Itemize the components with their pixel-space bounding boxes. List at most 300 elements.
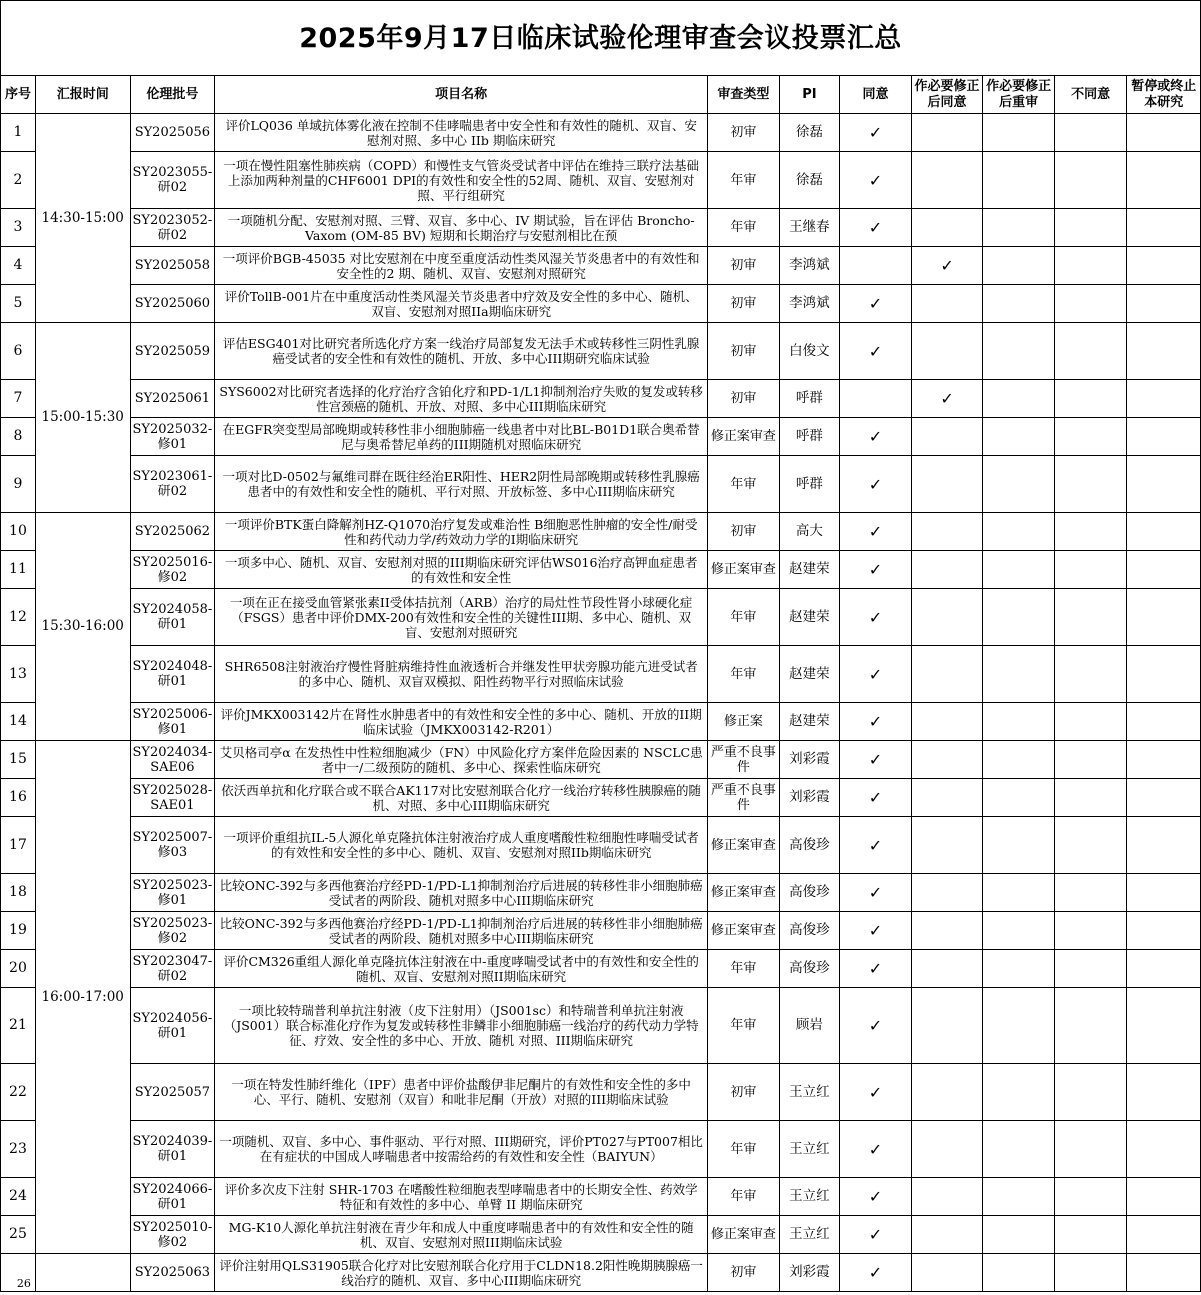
principal-investigator: 王立红: [779, 1064, 840, 1121]
check-mark-icon: ✓: [868, 750, 883, 769]
project-name: 一项在慢性阻塞性肺疾病（COPD）和慢性支气管炎受试者中评估在维持三联疗法基础上添加两种剂量的CHF6001 DPI的有效性和安全性的52周、随机、双盲、安慰剂对照、平行组研究: [215, 152, 708, 209]
vote-suspend: [1127, 456, 1201, 513]
vote-disagree: [1054, 1178, 1127, 1216]
vote-modify-agree: [911, 703, 983, 741]
vote-agree: [840, 380, 912, 418]
review-type: 初审: [708, 323, 780, 380]
ethics-batch-number: SY2025062: [130, 513, 215, 551]
project-name: 一项随机分配、安慰剂对照、三臂、双盲、多中心、IV 期试验，旨在评估 Broncho-Vaxom (OM-85 BV) 短期和长期治疗与安慰剂相比在预: [215, 209, 708, 247]
vote-modify-review: [983, 874, 1055, 912]
vote-agree: [840, 456, 912, 513]
vote-agree: [840, 741, 912, 779]
vote-agree: [840, 1121, 912, 1178]
table-row: [1, 323, 1201, 380]
table-row: [1, 912, 1201, 950]
vote-disagree: [1054, 247, 1127, 285]
vote-modify-review: [983, 285, 1055, 323]
check-mark-icon: ✓: [868, 218, 883, 237]
check-mark-icon: ✓: [868, 835, 883, 855]
vote-agree: [840, 589, 912, 646]
vote-agree: [840, 1254, 912, 1292]
principal-investigator: 王立红: [779, 1178, 840, 1216]
header-time: 汇报时间: [35, 76, 130, 114]
table-row: [1, 285, 1201, 323]
ethics-batch-number: SY2025032-修01: [130, 418, 215, 456]
vote-suspend: [1127, 323, 1201, 380]
check-mark-icon: ✓: [868, 170, 883, 190]
vote-suspend: [1127, 646, 1201, 703]
row-number: 23: [1, 1121, 36, 1178]
principal-investigator: 呼群: [779, 380, 840, 418]
table-row: [1, 741, 1201, 779]
row-number: 18: [1, 874, 36, 912]
vote-modify-review: [983, 418, 1055, 456]
vote-agree: [840, 646, 912, 703]
principal-investigator: 刘彩霞: [779, 779, 840, 817]
vote-disagree: [1054, 209, 1127, 247]
check-mark-icon: ✓: [868, 294, 883, 313]
table-row: [1, 1216, 1201, 1254]
check-mark-icon: ✓: [868, 607, 883, 627]
vote-disagree: [1054, 1121, 1127, 1178]
vote-modify-review: [983, 1178, 1055, 1216]
ethics-batch-number: SY2023052-研02: [130, 209, 215, 247]
vote-disagree: [1054, 1254, 1127, 1292]
principal-investigator: 王立红: [779, 1121, 840, 1178]
row-number: 1: [1, 114, 36, 152]
review-type: 初审: [708, 513, 780, 551]
check-mark-icon: ✓: [940, 389, 954, 408]
review-type: 修正案审查: [708, 874, 780, 912]
row-number: 4: [1, 247, 36, 285]
check-mark-icon: ✓: [868, 788, 883, 807]
vote-suspend: [1127, 114, 1201, 152]
ethics-batch-number: SY2024039-研01: [130, 1121, 215, 1178]
check-mark-icon: ✓: [868, 1016, 883, 1035]
vote-disagree: [1054, 703, 1127, 741]
vote-modify-agree: [911, 779, 983, 817]
project-name: 评价多次皮下注射 SHR-1703 在嗜酸性粒细胞表型哮喘患者中的长期安全性、药效学特征和有效性的多中心、单臂 II 期临床研究: [215, 1178, 708, 1216]
review-type: 修正案审查: [708, 817, 780, 874]
check-mark-icon: ✓: [868, 123, 883, 142]
vote-disagree: [1054, 380, 1127, 418]
vote-agree: [840, 988, 912, 1064]
vote-disagree: [1054, 779, 1127, 817]
table-row: [1, 779, 1201, 817]
vote-disagree: [1054, 551, 1127, 589]
vote-modify-review: [983, 950, 1055, 988]
row-number: 10: [1, 513, 36, 551]
ethics-batch-number: SY2023061-研02: [130, 456, 215, 513]
project-name: 一项对比D-0502与氟维司群在既往经治ER阳性、HER2阴性局部晚期或转移性乳腺癌患者中的有效性和安全性的随机、平行对照、开放标签、多中心III期临床研究: [215, 456, 708, 513]
project-name: 评价LQ036 单域抗体雾化液在控制不佳哮喘患者中安全性和有效性的随机、双盲、安慰剂对照、多中心 IIb 期临床研究: [215, 114, 708, 152]
header-disagree: 不同意: [1054, 76, 1127, 114]
principal-investigator: 呼群: [779, 418, 840, 456]
vote-modify-review: [983, 323, 1055, 380]
vote-modify-agree: [911, 380, 983, 418]
vote-modify-review: [983, 988, 1055, 1064]
header-modify-agree: 作必要修正后同意: [911, 76, 983, 114]
ethics-batch-number: SY2025056: [130, 114, 215, 152]
report-time: 15:00-15:30: [35, 323, 130, 513]
vote-modify-review: [983, 551, 1055, 589]
vote-modify-review: [983, 152, 1055, 209]
vote-modify-review: [983, 912, 1055, 950]
check-mark-icon: ✓: [868, 474, 883, 494]
report-time: 16:00-17:00: [35, 741, 130, 1254]
vote-modify-agree: [911, 513, 983, 551]
check-mark-icon: ✓: [868, 921, 883, 940]
vote-suspend: [1127, 418, 1201, 456]
check-mark-icon: ✓: [868, 427, 883, 446]
page-title: 2025年9月17日临床试验伦理审查会议投票汇总: [1, 1, 1201, 76]
vote-modify-agree: [911, 114, 983, 152]
row-number: 21: [1, 988, 36, 1064]
row-number: 14: [1, 703, 36, 741]
header-pi: PI: [779, 76, 840, 114]
ethics-batch-number: SY2023047-研02: [130, 950, 215, 988]
vote-modify-review: [983, 247, 1055, 285]
project-name: 一项多中心、随机、双盲、安慰剂对照的III期临床研究评估WS016治疗高钾血症患者的有效性和安全性: [215, 551, 708, 589]
vote-modify-agree: [911, 209, 983, 247]
review-type: 初审: [708, 1064, 780, 1121]
project-name: 评价JMKX003142片在肾性水肿患者中的有效性和安全性的多中心、随机、开放的II期临床试验（JMKX003142-R201）: [215, 703, 708, 741]
ethics-batch-number: SY2025061: [130, 380, 215, 418]
vote-modify-review: [983, 456, 1055, 513]
vote-modify-agree: [911, 418, 983, 456]
row-number: 11: [1, 551, 36, 589]
vote-suspend: [1127, 741, 1201, 779]
table-row: [1, 418, 1201, 456]
review-type: 年审: [708, 988, 780, 1064]
project-name: 在EGFR突变型局部晚期或转移性非小细胞肺癌一线患者中对比BL-B01D1联合奥希替尼与奥希替尼单药的III期随机对照临床研究: [215, 418, 708, 456]
vote-disagree: [1054, 817, 1127, 874]
row-number: 2: [1, 152, 36, 209]
vote-agree: [840, 874, 912, 912]
vote-disagree: [1054, 1064, 1127, 1121]
project-name: 比较ONC-392与多西他赛治疗经PD-1/PD-L1抑制剂治疗后进展的转移性非小细胞肺癌受试者的两阶段、随机对照多中心III期临床研究: [215, 874, 708, 912]
vote-modify-agree: [911, 950, 983, 988]
ethics-batch-number: SY2024034-SAE06: [130, 741, 215, 779]
review-type: 初审: [708, 380, 780, 418]
review-type: 修正案审查: [708, 912, 780, 950]
vote-suspend: [1127, 551, 1201, 589]
vote-suspend: [1127, 1216, 1201, 1254]
table-row: [1, 1064, 1201, 1121]
row-number: 5: [1, 285, 36, 323]
row-number: 7: [1, 380, 36, 418]
principal-investigator: 李鸿斌: [779, 247, 840, 285]
table-row: [1, 703, 1201, 741]
vote-disagree: [1054, 152, 1127, 209]
check-mark-icon: ✓: [868, 1187, 883, 1206]
table-row: [1, 152, 1201, 209]
check-mark-icon: ✓: [868, 1225, 883, 1244]
review-type: 修正案: [708, 703, 780, 741]
check-mark-icon: ✓: [868, 1082, 883, 1102]
project-name: 一项随机、双盲、多中心、事件驱动、平行对照、III期研究，评价PT027与PT007相比在有症状的中国成人哮喘患者中按需给药的有效性和安全性（BAIYUN）: [215, 1121, 708, 1178]
principal-investigator: 白俊文: [779, 323, 840, 380]
header-batch: 伦理批号: [130, 76, 215, 114]
vote-suspend: [1127, 247, 1201, 285]
vote-disagree: [1054, 323, 1127, 380]
review-type: 初审: [708, 247, 780, 285]
vote-modify-agree: [911, 1178, 983, 1216]
vote-modify-review: [983, 380, 1055, 418]
principal-investigator: 徐磊: [779, 152, 840, 209]
principal-investigator: 高俊珍: [779, 817, 840, 874]
principal-investigator: 高俊珍: [779, 874, 840, 912]
ethics-batch-number: SY2025016-修02: [130, 551, 215, 589]
review-type: 年审: [708, 456, 780, 513]
report-time: 15:30-16:00: [35, 513, 130, 741]
vote-modify-agree: [911, 912, 983, 950]
vote-suspend: [1127, 380, 1201, 418]
review-type: 严重不良事件: [708, 741, 780, 779]
vote-agree: [840, 513, 912, 551]
row-number: 6: [1, 323, 36, 380]
project-name: 评价注射用QLS31905联合化疗对比安慰剂联合化疗用于CLDN18.2阳性晚期胰腺癌一线治疗的随机、双盲、多中心III期临床研究: [215, 1254, 708, 1292]
vote-modify-agree: [911, 247, 983, 285]
ethics-batch-number: SY2025058: [130, 247, 215, 285]
ethics-batch-number: SY2025010-修02: [130, 1216, 215, 1254]
report-time-empty: [35, 1254, 130, 1292]
review-type: 年审: [708, 209, 780, 247]
review-type: 年审: [708, 1121, 780, 1178]
vote-disagree: [1054, 456, 1127, 513]
project-name: 一项评价BTK蛋白降解剂HZ-Q1070治疗复发或难治性 B细胞恶性肿瘤的安全性/耐受性和药代动力学/药效动力学的I期临床研究: [215, 513, 708, 551]
review-type: 修正案审查: [708, 418, 780, 456]
project-name: 一项评价重组抗IL-5人源化单克隆抗体注射液治疗成人重度嗜酸性粒细胞性哮喘受试者的有效性和安全性的多中心、随机、双盲、安慰剂对照IIb期临床研究: [215, 817, 708, 874]
vote-disagree: [1054, 513, 1127, 551]
table-row: [1, 209, 1201, 247]
vote-modify-review: [983, 1064, 1055, 1121]
header-agree: 同意: [840, 76, 912, 114]
check-mark-icon: ✓: [940, 256, 954, 275]
vote-disagree: [1054, 874, 1127, 912]
ethics-batch-number: SY2025023-修02: [130, 912, 215, 950]
vote-suspend: [1127, 703, 1201, 741]
vote-modify-review: [983, 741, 1055, 779]
vote-modify-review: [983, 1216, 1055, 1254]
vote-disagree: [1054, 418, 1127, 456]
vote-modify-agree: [911, 551, 983, 589]
vote-modify-review: [983, 1121, 1055, 1178]
row-number: 22: [1, 1064, 36, 1121]
vote-disagree: [1054, 285, 1127, 323]
header-row: [1, 76, 1201, 114]
vote-disagree: [1054, 988, 1127, 1064]
principal-investigator: 王立红: [779, 1216, 840, 1254]
vote-disagree: [1054, 1216, 1127, 1254]
vote-agree: [840, 285, 912, 323]
vote-suspend: [1127, 209, 1201, 247]
vote-disagree: [1054, 114, 1127, 152]
vote-suspend: [1127, 817, 1201, 874]
vote-modify-review: [983, 589, 1055, 646]
principal-investigator: 顾岩: [779, 988, 840, 1064]
row-number: 12: [1, 589, 36, 646]
review-type: 初审: [708, 114, 780, 152]
vote-modify-agree: [911, 988, 983, 1064]
vote-agree: [840, 551, 912, 589]
table-row: [1, 247, 1201, 285]
principal-investigator: 高俊珍: [779, 912, 840, 950]
table-row: [1, 646, 1201, 703]
principal-investigator: 高俊珍: [779, 950, 840, 988]
review-type: 年审: [708, 950, 780, 988]
review-type: 初审: [708, 1254, 780, 1292]
header-suspend: 暂停或终止本研究: [1127, 76, 1201, 114]
project-name: 艾贝格司亭α 在发热性中性粒细胞减少（FN）中风险化疗方案伴危险因素的 NSCLC患者中一/二级预防的随机、多中心、探索性临床研究: [215, 741, 708, 779]
row-number: 9: [1, 456, 36, 513]
vote-agree: [840, 950, 912, 988]
check-mark-icon: ✓: [868, 664, 883, 684]
vote-disagree: [1054, 589, 1127, 646]
vote-modify-review: [983, 817, 1055, 874]
row-number: 13: [1, 646, 36, 703]
project-name: 评价TollB-001片在中重度活动性类风湿关节炎患者中疗效及安全性的多中心、随机、双盲、安慰剂对照IIa期临床研究: [215, 285, 708, 323]
table-row: [1, 1254, 1201, 1292]
ethics-batch-number: SY2025028-SAE01: [130, 779, 215, 817]
principal-investigator: 呼群: [779, 456, 840, 513]
ethics-batch-number: SY2024056-研01: [130, 988, 215, 1064]
vote-suspend: [1127, 513, 1201, 551]
principal-investigator: 刘彩霞: [779, 1254, 840, 1292]
table-row: [1, 988, 1201, 1064]
check-mark-icon: ✓: [868, 522, 883, 541]
row-number: 25: [1, 1216, 36, 1254]
vote-modify-agree: [911, 323, 983, 380]
table-row: [1, 589, 1201, 646]
row-number: 16: [1, 779, 36, 817]
vote-modify-agree: [911, 874, 983, 912]
vote-modify-agree: [911, 152, 983, 209]
row-number: 17: [1, 817, 36, 874]
vote-disagree: [1054, 912, 1127, 950]
review-type: 年审: [708, 1178, 780, 1216]
check-mark-icon: ✓: [868, 959, 883, 978]
vote-agree: [840, 779, 912, 817]
project-name: MG-K10人源化单抗注射液在青少年和成人中重度哮喘患者中的有效性和安全性的随机、双盲、安慰剂对照III期临床试验: [215, 1216, 708, 1254]
principal-investigator: 赵建荣: [779, 646, 840, 703]
vote-disagree: [1054, 741, 1127, 779]
ethics-batch-number: SY2025007-修03: [130, 817, 215, 874]
row-number: 24: [1, 1178, 36, 1216]
vote-agree: [840, 209, 912, 247]
ethics-batch-number: SY2023055-研02: [130, 152, 215, 209]
check-mark-icon: ✓: [868, 883, 883, 902]
principal-investigator: 赵建荣: [779, 589, 840, 646]
vote-agree: [840, 1216, 912, 1254]
vote-disagree: [1054, 646, 1127, 703]
row-number: 8: [1, 418, 36, 456]
vote-disagree: [1054, 950, 1127, 988]
vote-modify-agree: [911, 1121, 983, 1178]
header-no: 序号: [1, 76, 36, 114]
table-row: [1, 817, 1201, 874]
table-row: [1, 551, 1201, 589]
vote-suspend: [1127, 285, 1201, 323]
vote-modify-review: [983, 646, 1055, 703]
project-name: 一项在特发性肺纤维化（IPF）患者中评价盐酸伊非尼酮片的有效性和安全性的多中心、平行、随机、安慰剂（双盲）和吡非尼酮（开放）对照的III期临床试验: [215, 1064, 708, 1121]
row-number: 19: [1, 912, 36, 950]
vote-modify-agree: [911, 285, 983, 323]
project-name: 评估ESG401对比研究者所选化疗方案一线治疗局部复发无法手术或转移性三阴性乳腺癌受试者的安全性和有效性的随机、开放、多中心III期研究临床试验: [215, 323, 708, 380]
header-type: 审查类型: [708, 76, 780, 114]
vote-suspend: [1127, 779, 1201, 817]
vote-agree: [840, 418, 912, 456]
vote-modify-review: [983, 703, 1055, 741]
project-name: 比较ONC-392与多西他赛治疗经PD-1/PD-L1抑制剂治疗后进展的转移性非小细胞肺癌受试者的两阶段、随机对照多中心III期临床研究: [215, 912, 708, 950]
vote-modify-agree: [911, 589, 983, 646]
report-time: 14:30-15:00: [35, 114, 130, 323]
row-number: 20: [1, 950, 36, 988]
principal-investigator: 李鸿斌: [779, 285, 840, 323]
vote-modify-agree: [911, 1064, 983, 1121]
check-mark-icon: ✓: [868, 560, 883, 579]
row-number: 3: [1, 209, 36, 247]
review-type: 年审: [708, 646, 780, 703]
vote-suspend: [1127, 1178, 1201, 1216]
principal-investigator: 徐磊: [779, 114, 840, 152]
vote-agree: [840, 817, 912, 874]
vote-agree: [840, 1064, 912, 1121]
principal-investigator: 刘彩霞: [779, 741, 840, 779]
vote-suspend: [1127, 1121, 1201, 1178]
vote-modify-agree: [911, 1216, 983, 1254]
header-modify-review: 作必要修正后重审: [983, 76, 1055, 114]
vote-suspend: [1127, 988, 1201, 1064]
principal-investigator: 赵建荣: [779, 703, 840, 741]
ethics-batch-number: SY2025006-修01: [130, 703, 215, 741]
project-name: SYS6002对比研究者选择的化疗治疗含铂化疗和PD-1/L1抑制剂治疗失败的复发或转移性宫颈癌的随机、开放、对照、多中心III期临床研究: [215, 380, 708, 418]
vote-suspend: [1127, 1064, 1201, 1121]
project-name: 一项在正在接受血管紧张素II受体拮抗剂（ARB）治疗的局灶性节段性肾小球硬化症（FSGS）患者中评价DMX-200有效性和安全性的关键性III期、多中心、随机、双盲、安慰剂对照研究: [215, 589, 708, 646]
vote-suspend: [1127, 912, 1201, 950]
vote-modify-review: [983, 1254, 1055, 1292]
ethics-batch-number: SY2024048-研01: [130, 646, 215, 703]
vote-agree: [840, 703, 912, 741]
vote-agree: [840, 1178, 912, 1216]
principal-investigator: 赵建荣: [779, 551, 840, 589]
vote-modify-review: [983, 779, 1055, 817]
review-type: 年审: [708, 152, 780, 209]
review-type: 修正案审查: [708, 551, 780, 589]
vote-modify-agree: [911, 456, 983, 513]
vote-modify-agree: [911, 817, 983, 874]
ethics-batch-number: SY2025063: [130, 1254, 215, 1292]
vote-agree: [840, 323, 912, 380]
ethics-batch-number: SY2024066-研01: [130, 1178, 215, 1216]
check-mark-icon: ✓: [868, 1139, 883, 1159]
vote-modify-review: [983, 209, 1055, 247]
project-name: 一项评价BGB-45035 对比安慰剂在中度至重度活动性类风湿关节炎患者中的有效性和安全性的2 期、随机、双盲、安慰剂对照研究: [215, 247, 708, 285]
table-row: [1, 874, 1201, 912]
row-number: 26: [1, 1254, 36, 1292]
principal-investigator: 高大: [779, 513, 840, 551]
vote-suspend: [1127, 950, 1201, 988]
table-row: [1, 456, 1201, 513]
ethics-batch-number: SY2025060: [130, 285, 215, 323]
vote-modify-agree: [911, 646, 983, 703]
ethics-batch-number: SY2025057: [130, 1064, 215, 1121]
vote-modify-review: [983, 114, 1055, 152]
review-type: 年审: [708, 589, 780, 646]
project-name: 一项比较特瑞普利单抗注射液（皮下注射用）（JS001sc）和特瑞普利单抗注射液（JS001）联合标准化疗作为复发或转移性非鳞非小细胞肺癌一线治疗的药代动力学特征、疗效、安全性的多中心、开放、随机 对照、III期临床研究: [215, 988, 708, 1064]
check-mark-icon: ✓: [868, 341, 883, 361]
vote-agree: [840, 912, 912, 950]
